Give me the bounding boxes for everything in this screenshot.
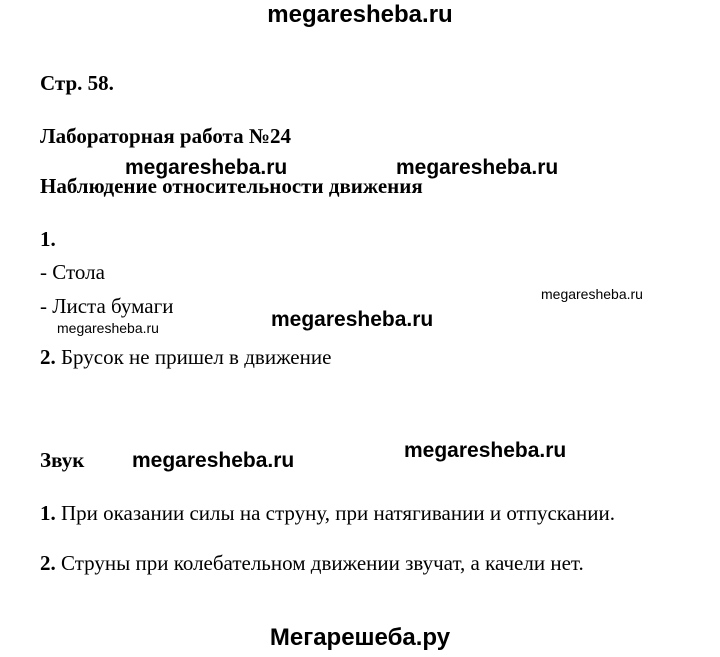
- sound-answer-2: [40, 553, 584, 574]
- watermark-mid-right: megaresheba.ru: [396, 156, 559, 179]
- watermark-top: megaresheba.ru: [267, 1, 453, 28]
- watermark-small-right: megaresheba.ru: [541, 286, 643, 302]
- lab-title: Лабораторная работа №24: [40, 124, 291, 148]
- lab-subtitle: Наблюдение относительности движения: [40, 174, 423, 198]
- sound-answer-1-text: При оказании силы на струну, при натягивании и отпускании.: [55, 501, 615, 525]
- watermark-sound-left: megaresheba.ru: [132, 449, 295, 472]
- page-reference: Стр. 58.: [40, 71, 114, 95]
- sound-section-title: Звук: [40, 448, 85, 472]
- sound-answer-2-text: Струны при колебательном движении звучат, а качели нет.: [55, 551, 584, 575]
- answer-1-item: - Листа бумаги: [40, 294, 174, 318]
- watermark-bottom: Мегарешеба.ру: [269, 624, 451, 651]
- answer-2-text: Брусок не пришел в движение: [55, 345, 332, 369]
- answer-1-item: - Стола: [40, 260, 105, 284]
- answer-1-number: 1.: [40, 227, 56, 251]
- answer-2-number: 2.: [40, 345, 56, 369]
- sound-answer-2-number: 2.: [40, 551, 56, 575]
- sound-answer-1-number: 1.: [40, 501, 56, 525]
- watermark-mid-left: megaresheba.ru: [125, 156, 288, 179]
- sound-answer-1: [40, 503, 615, 524]
- answer-2: [40, 347, 331, 368]
- watermark-center: megaresheba.ru: [271, 308, 434, 331]
- watermark-sound-right: megaresheba.ru: [404, 439, 567, 462]
- watermark-small-left: megaresheba.ru: [57, 320, 159, 336]
